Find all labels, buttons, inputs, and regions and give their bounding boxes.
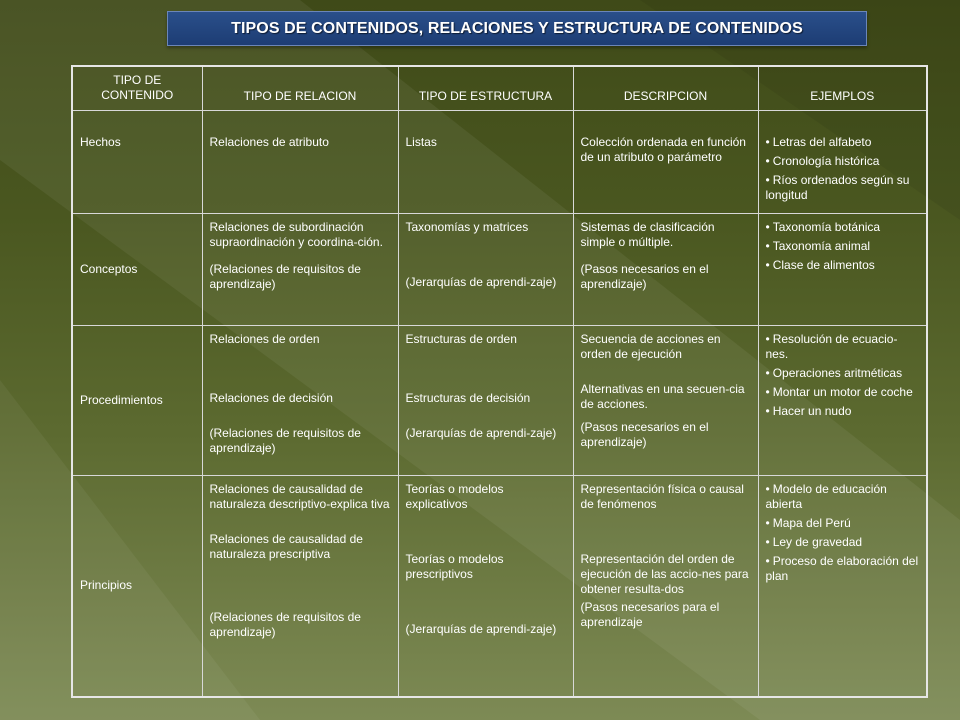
cell-text: (Jerarquías de aprendi-zaje) (405, 621, 557, 636)
cell-text: Listas (405, 134, 437, 149)
cell-ejemplos (758, 325, 927, 475)
header-tipo-contenido: TIPO DE CONTENIDO (72, 66, 202, 110)
bullet-icon: • (765, 384, 770, 399)
bullet-icon: • (765, 553, 770, 568)
page-title: TIPOS DE CONTENIDOS, RELACIONES Y ESTRUCTURA DE CONTENIDOS (231, 19, 803, 37)
bullet-icon: • (765, 534, 770, 549)
cell-tipo: Conceptos (72, 213, 202, 325)
table-row-procedimientos (72, 325, 927, 475)
example-text: Montar un motor de coche (772, 384, 913, 399)
header-descripcion: DESCRIPCION (573, 66, 758, 110)
cell-text: Sistemas de clasificación simple o múltiple. (580, 219, 715, 249)
list-item (766, 258, 920, 273)
cell-ejemplos (758, 110, 927, 213)
list-item (766, 366, 920, 381)
example-text: Ley de gravedad (772, 534, 863, 549)
cell-text: Alternativas en una secuen-cia de acciones. (580, 381, 745, 411)
bullet-icon: • (765, 481, 770, 496)
list-item (766, 220, 920, 235)
cell-text: (Relaciones de requisitos de aprendizaje) (209, 261, 361, 291)
cell-text: Relaciones de causalidad de naturaleza prescriptiva (209, 531, 363, 561)
example-text: Ríos ordenados según su longitud (765, 172, 910, 202)
cell-text: (Pasos necesarios en el aprendizaje) (580, 419, 709, 449)
cell-estructura (398, 475, 573, 697)
cell-ejemplos (758, 475, 927, 697)
example-text: Mapa del Perú (772, 515, 851, 530)
list-item (766, 516, 920, 531)
cell-descripcion (573, 325, 758, 475)
cell-text: Relaciones de decisión (209, 390, 333, 405)
cell-relacion (202, 110, 398, 213)
cell-text: (Pasos necesarios en el aprendizaje) (580, 261, 709, 291)
cell-text: Relaciones de atributo (209, 134, 329, 149)
list-item (766, 385, 920, 400)
header-tipo-relacion: TIPO DE RELACION (202, 66, 398, 110)
cell-relacion (202, 475, 398, 697)
bullet-icon: • (765, 331, 770, 346)
table-row-principios (72, 475, 927, 697)
list-item (766, 332, 920, 362)
example-text: Modelo de educación abierta (765, 481, 887, 511)
list-item (766, 154, 920, 169)
list-item (766, 554, 920, 584)
bullet-icon: • (765, 219, 770, 234)
list-item (766, 482, 920, 512)
cell-text: Taxonomías y matrices (405, 219, 529, 234)
cell-text: Representación física o causal de fenómenos (580, 481, 744, 511)
example-text: Resolución de ecuacio-nes. (765, 331, 898, 361)
cell-estructura (398, 325, 573, 475)
cell-text: (Pasos necesarios para el aprendizaje (580, 599, 720, 629)
bullet-icon: • (765, 365, 770, 380)
cell-text: Secuencia de acciones en orden de ejecución (580, 331, 721, 361)
bullet-icon: • (765, 238, 770, 253)
example-text: Taxonomía botánica (772, 219, 881, 234)
cell-text: Relaciones de orden (209, 331, 320, 346)
list-item (766, 404, 920, 419)
bullet-icon: • (765, 257, 770, 272)
list-item (766, 239, 920, 254)
cell-text: (Relaciones de requisitos de aprendizaje) (209, 425, 361, 455)
list-item (766, 535, 920, 550)
cell-descripcion (573, 110, 758, 213)
list-item (766, 173, 920, 203)
cell-tipo: Hechos (72, 110, 202, 213)
cell-tipo: Principios (72, 475, 202, 697)
cell-estructura (398, 110, 573, 213)
cell-text: Relaciones de causalidad de naturaleza descriptivo-explica tiva (209, 481, 390, 511)
cell-relacion (202, 325, 398, 475)
header-tipo-estructura: TIPO DE ESTRUCTURA (398, 66, 573, 110)
content-table (71, 65, 928, 698)
example-text: Operaciones aritméticas (772, 365, 903, 380)
cell-text: Teorías o modelos explicativos (405, 481, 504, 511)
bullet-icon: • (765, 403, 770, 418)
example-text: Hacer un nudo (772, 403, 852, 418)
cell-text: Relaciones de subordinación supraordinación y coordina-ción. (209, 219, 383, 249)
cell-estructura (398, 213, 573, 325)
cell-text: (Jerarquías de aprendi-zaje) (405, 425, 557, 440)
bullet-icon: • (765, 172, 770, 187)
cell-text: (Relaciones de requisitos de aprendizaje) (209, 609, 361, 639)
cell-descripcion (573, 213, 758, 325)
example-text: Cronología histórica (772, 153, 880, 168)
cell-text: Teorías o modelos prescriptivos (405, 551, 504, 581)
example-text: Clase de alimentos (772, 257, 875, 272)
example-text: Proceso de elaboración del plan (765, 553, 919, 583)
title-banner (167, 11, 867, 46)
example-text: Taxonomía animal (772, 238, 871, 253)
cell-ejemplos (758, 213, 927, 325)
table-row-conceptos (72, 213, 927, 325)
cell-text: Estructuras de orden (405, 331, 517, 346)
example-text: Letras del alfabeto (772, 134, 872, 149)
cell-relacion (202, 213, 398, 325)
list-item (766, 135, 920, 150)
header-row (72, 66, 927, 110)
bullet-icon: • (765, 134, 770, 149)
bullet-icon: • (765, 153, 770, 168)
cell-text: Representación del orden de ejecución de las accio-nes para obtener resulta-dos (580, 551, 749, 596)
table-row-hechos (72, 110, 927, 213)
cell-tipo: Procedimientos (72, 325, 202, 475)
cell-text: (Jerarquías de aprendi-zaje) (405, 274, 557, 289)
cell-text: Estructuras de decisión (405, 390, 531, 405)
cell-descripcion (573, 475, 758, 697)
bullet-icon: • (765, 515, 770, 530)
cell-text: Colección ordenada en función de un atributo o parámetro (580, 134, 746, 164)
header-ejemplos: EJEMPLOS (758, 66, 927, 110)
